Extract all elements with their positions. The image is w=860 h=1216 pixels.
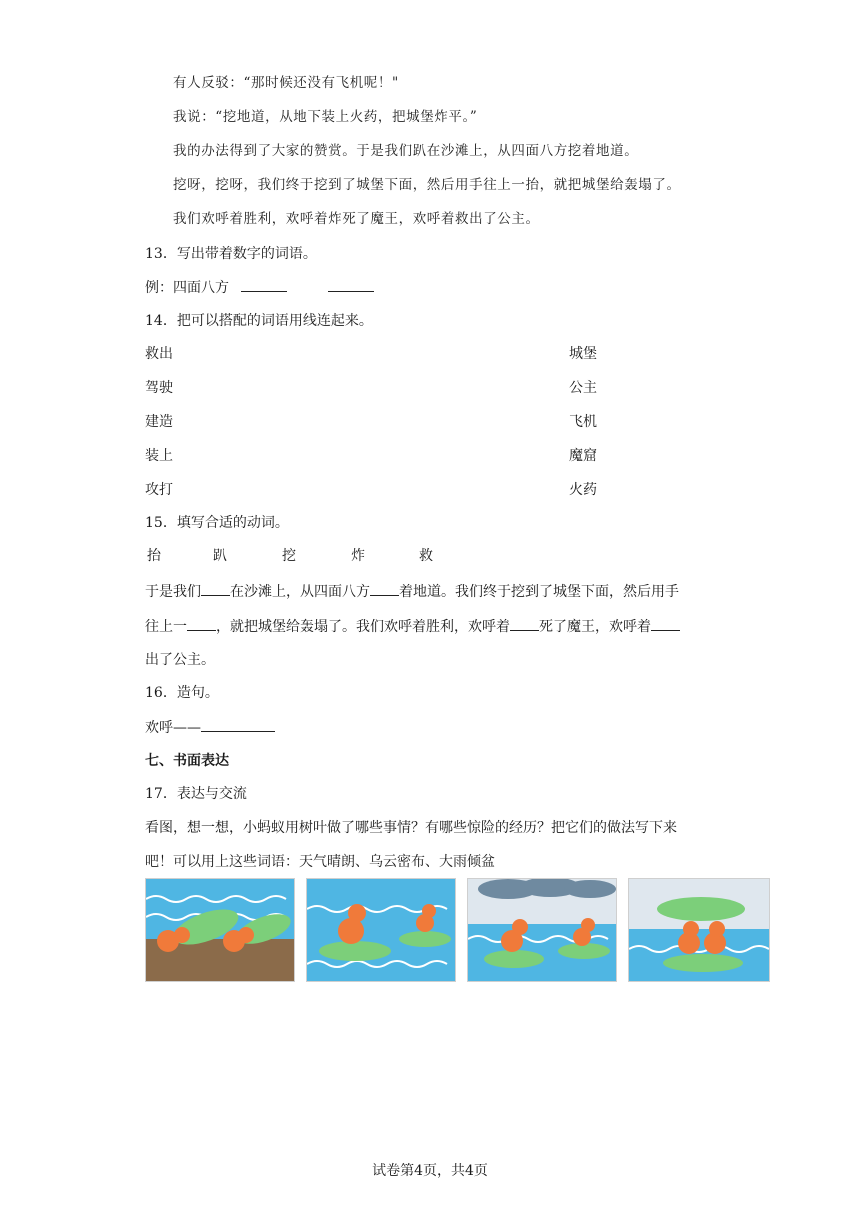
- answer-blank-13-2[interactable]: [328, 277, 374, 292]
- fill-text-2b: ，就把城堡给轰塌了。我们欢呼着胜利，欢呼着: [216, 619, 510, 635]
- fill-line-2: [145, 616, 680, 637]
- match-right-1[interactable]: 城堡: [569, 346, 597, 362]
- fill-text-1c: 着地道。我们终于挖到了城堡下面，然后用手: [399, 584, 679, 600]
- match-left-4[interactable]: 装上: [145, 448, 173, 464]
- fill-text-2a: 往上一: [145, 619, 187, 635]
- section-7-heading: 七、书面表达: [145, 753, 229, 769]
- example-word: 例：四面八方: [145, 280, 229, 296]
- question-17-line-1: 看图，想一想，小蚂蚁用树叶做了哪些事情？有哪些惊险的经历？把它们的做法写下来: [145, 820, 677, 836]
- fill-line-1: [145, 581, 679, 602]
- match-right-3[interactable]: 飞机: [569, 414, 597, 430]
- answer-blank-15-3[interactable]: [187, 616, 216, 631]
- match-left-3[interactable]: 建造: [145, 414, 173, 430]
- answer-blank-16[interactable]: [201, 717, 275, 732]
- fill-text-1b: 在沙滩上，从四面八方: [230, 584, 370, 600]
- fill-line-3: 出了公主。: [145, 652, 215, 668]
- fill-text-1a: 于是我们: [145, 584, 201, 600]
- question-15-title: 15．填写合适的动词。: [145, 515, 289, 531]
- verb-option-2: 趴: [213, 548, 227, 564]
- question-13-example: [145, 277, 374, 298]
- question-14-title: 14．把可以搭配的词语用线连起来。: [145, 313, 373, 329]
- answer-blank-15-1[interactable]: [201, 581, 230, 596]
- match-right-4[interactable]: 魔窟: [569, 448, 597, 464]
- verb-option-3: 挖: [282, 548, 296, 564]
- picture-1-ants-carrying-leaves: [145, 878, 295, 982]
- question-17-title: 17．表达与交流: [145, 786, 247, 802]
- verb-option-1: 抬: [147, 548, 161, 564]
- passage-line-5: 我们欢呼着胜利，欢呼着炸死了魔王，欢呼着救出了公主。: [173, 211, 540, 227]
- question-17-line-2: 吧！可以用上这些词语：天气晴朗、乌云密布、大雨倾盆: [145, 854, 495, 870]
- picture-2-ants-on-leaf-boats: [306, 878, 456, 982]
- match-left-5[interactable]: 攻打: [145, 482, 173, 498]
- answer-blank-15-5[interactable]: [651, 616, 680, 631]
- sentence-prompt-word: 欢呼——: [145, 720, 201, 736]
- page-footer: 试卷第4页，共4页: [372, 1163, 488, 1179]
- fill-text-2c: 死了魔王，欢呼着: [539, 619, 651, 635]
- passage-line-3: 我的办法得到了大家的赞赏。于是我们趴在沙滩上，从四面八方挖着地道。: [173, 143, 639, 159]
- question-16-title: 16．造句。: [145, 685, 219, 701]
- match-left-1[interactable]: 救出: [145, 346, 173, 362]
- match-right-5[interactable]: 火药: [569, 482, 597, 498]
- picture-3-dark-clouds: [467, 878, 617, 982]
- question-13-title: 13．写出带着数字的词语。: [145, 246, 317, 262]
- passage-line-1: 有人反驳：“那时候还没有飞机呢！": [173, 75, 399, 91]
- verb-option-4: 炸: [351, 548, 365, 564]
- match-right-2[interactable]: 公主: [569, 380, 597, 396]
- passage-line-4: 挖呀，挖呀，我们终于挖到了城堡下面，然后用手往上一抬，就把城堡给轰塌了。: [173, 177, 681, 193]
- sentence-prompt: [145, 717, 275, 738]
- answer-blank-13-1[interactable]: [241, 277, 287, 292]
- answer-blank-15-2[interactable]: [370, 581, 399, 596]
- passage-line-2: 我说：“挖地道，从地下装上火药，把城堡炸平。”: [173, 109, 478, 125]
- picture-4-leaf-umbrella-in-rain: [628, 878, 770, 982]
- verb-option-5: 救: [419, 548, 433, 564]
- answer-blank-15-4[interactable]: [510, 616, 539, 631]
- match-left-2[interactable]: 驾驶: [145, 380, 173, 396]
